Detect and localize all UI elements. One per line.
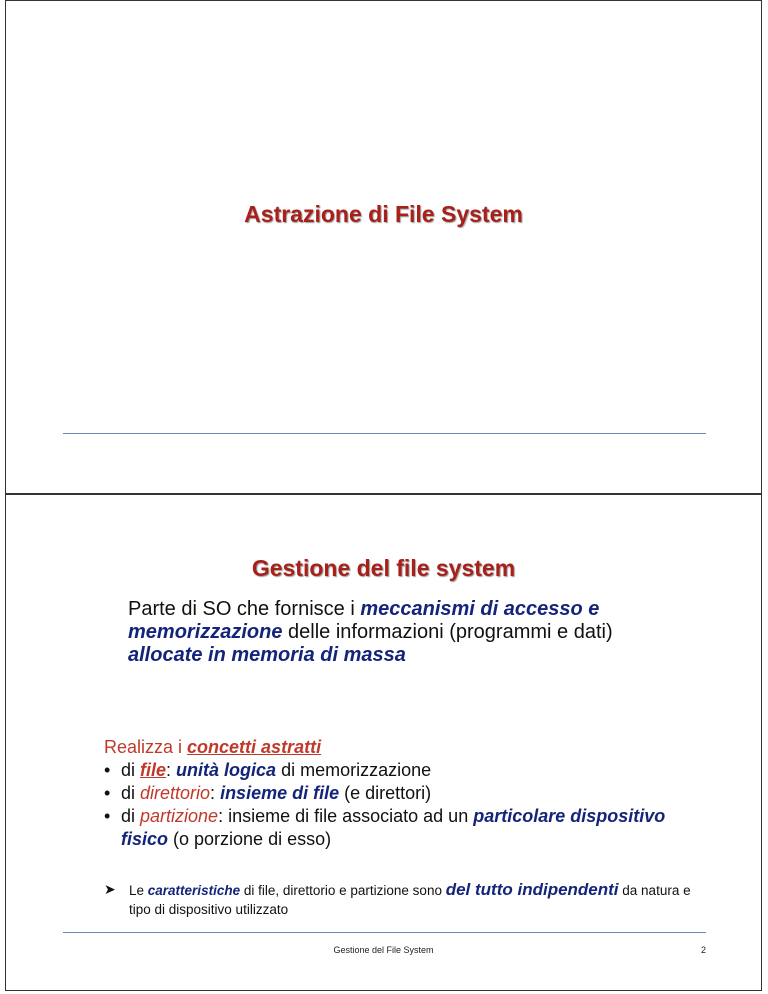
bullet-3-rest: (o porzione di esso) xyxy=(168,829,332,849)
bullet-2-term: direttorio xyxy=(140,783,211,803)
bullet-3-colon: : insieme di file associato ad un xyxy=(218,806,474,826)
bullet-2-rest: (e direttori) xyxy=(339,783,432,803)
list-item-partizione xyxy=(104,805,704,851)
bullet-3-pre: di xyxy=(121,806,141,826)
concepts-lead-text: Realizza i xyxy=(104,737,188,757)
bullet-2-strong: insieme di file xyxy=(220,783,340,803)
intro-emphasis-2: allocate in memoria di massa xyxy=(128,644,406,666)
bullet-1-term: file xyxy=(140,760,167,780)
page-number: 2 xyxy=(700,945,706,955)
list-item-file xyxy=(104,759,704,782)
bullet-3-term: partizione xyxy=(140,806,219,826)
bullet-2-colon: : xyxy=(210,783,221,803)
closing-note xyxy=(104,880,704,919)
bullet-2-pre: di xyxy=(121,783,141,803)
arrow-bullet-icon: ➤ xyxy=(104,881,116,897)
bullet-1-rest: di memorizzazione xyxy=(276,760,432,780)
closing-text-1: Le xyxy=(129,883,148,898)
intro-text-2: delle informazioni (programmi e dati) xyxy=(282,621,613,643)
concepts-lead-emphasis: concetti astratti xyxy=(187,737,322,757)
concepts-lead xyxy=(104,736,704,759)
closing-text-3: da natura e tipo di dispositivo utilizzato xyxy=(129,883,691,917)
slide-1-title: Astrazione di File System xyxy=(244,201,523,227)
intro-text-1: Parte di SO che fornisce i xyxy=(128,598,361,620)
slide-2-title: Gestione del file system xyxy=(251,555,516,581)
slide-2-divider xyxy=(63,932,706,933)
intro-paragraph xyxy=(128,598,688,667)
intro-emphasis-1: meccanismi di accesso e memorizzazione xyxy=(128,598,600,643)
slide-1 xyxy=(5,0,762,494)
footer-text: Gestione del File System xyxy=(333,945,434,955)
bullet-1-pre: di xyxy=(121,760,141,780)
closing-emphasis-1: caratteristiche xyxy=(147,883,241,898)
concepts-list xyxy=(104,759,704,851)
slide-1-divider xyxy=(63,433,706,434)
concepts-section xyxy=(104,736,704,851)
bullet-3-strong: particolare dispositivo fisico xyxy=(121,806,666,849)
list-item-direttorio xyxy=(104,782,704,805)
closing-emphasis-2: del tutto indipendenti xyxy=(445,880,619,899)
slide-2 xyxy=(5,494,762,991)
bullet-1-strong: unità logica xyxy=(176,760,277,780)
closing-text xyxy=(104,880,704,919)
bullet-1-colon: : xyxy=(166,760,177,780)
closing-text-2: di file, direttorio e partizione sono xyxy=(240,883,446,898)
